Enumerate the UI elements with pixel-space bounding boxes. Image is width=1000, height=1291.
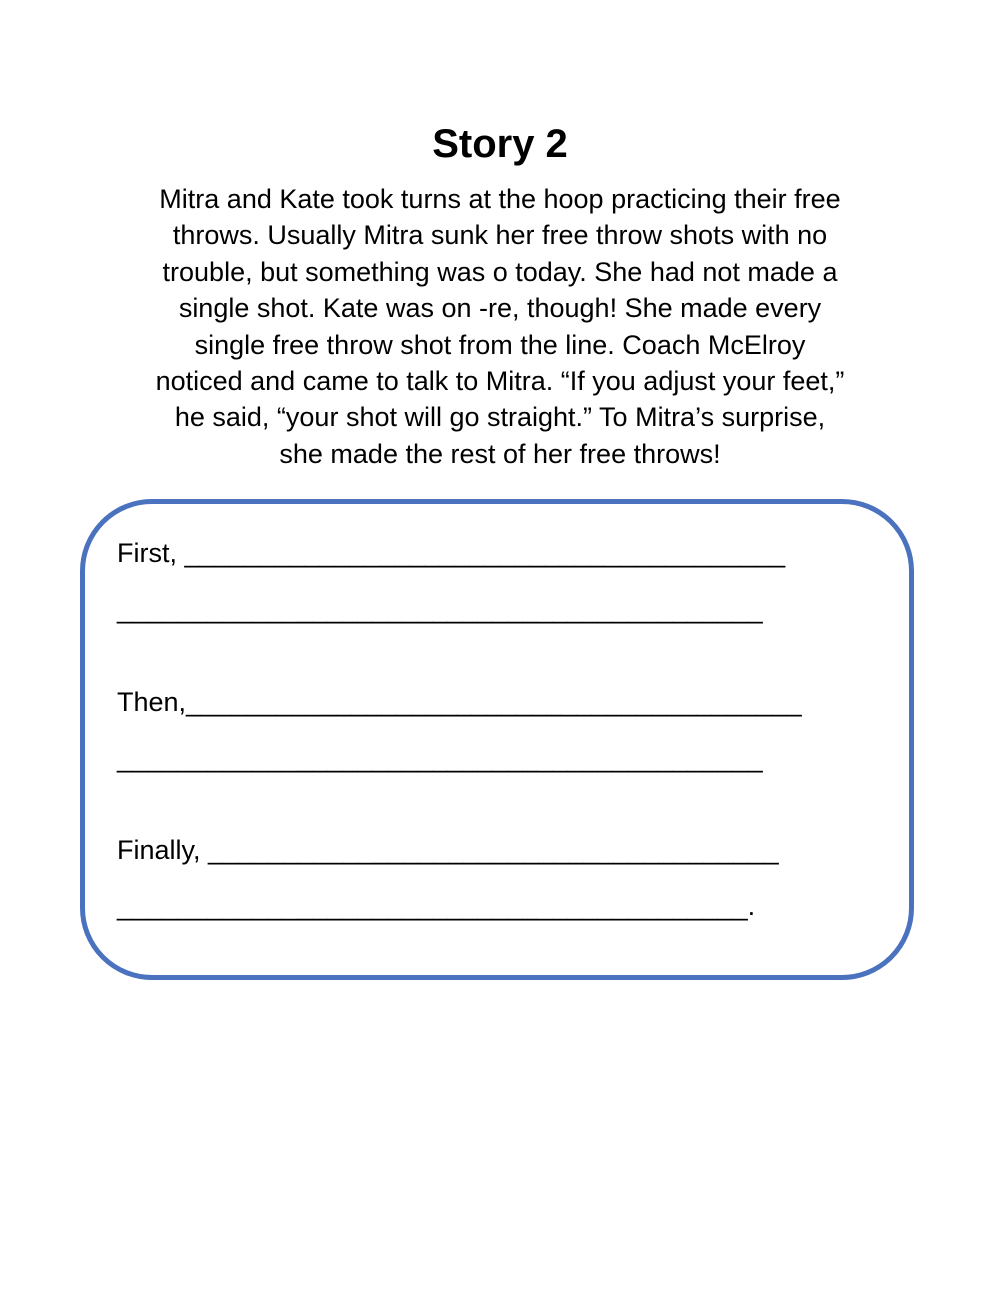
story-line: he said, “your shot will go straight.” To Mitra’s surprise, [174, 402, 826, 433]
story-line: Mitra and Kate took turns at the hoop practicing their free [159, 184, 841, 214]
story-line: single free throw shot from the line. Coach McElroy [194, 329, 806, 360]
story-paragraph [100, 181, 900, 472]
page-title: Story 2 [432, 122, 568, 166]
story-line: she made the rest of her free throws! [279, 438, 721, 469]
first-answer-continuation[interactable]: ___________________________________________ [117, 594, 763, 624]
story-line: noticed and came to talk to Mitra. “If you adjust your feet,” [155, 366, 845, 397]
then-answer-continuation[interactable]: ___________________________________________ [117, 743, 763, 773]
then-answer-line[interactable]: Then,_________________________________________ [117, 687, 802, 717]
story-line: trouble, but something was o today. She had not made a [162, 256, 838, 287]
finally-answer-line[interactable]: Finally, ______________________________________ [117, 835, 779, 865]
first-answer-line[interactable]: First, ________________________________________ [117, 538, 786, 568]
story-line: single shot. Kate was on -re, though! She made every [178, 293, 822, 324]
finally-answer-continuation[interactable]: __________________________________________. [117, 891, 756, 921]
story-line: throws. Usually Mitra sunk her free throw shots with no [172, 220, 828, 251]
